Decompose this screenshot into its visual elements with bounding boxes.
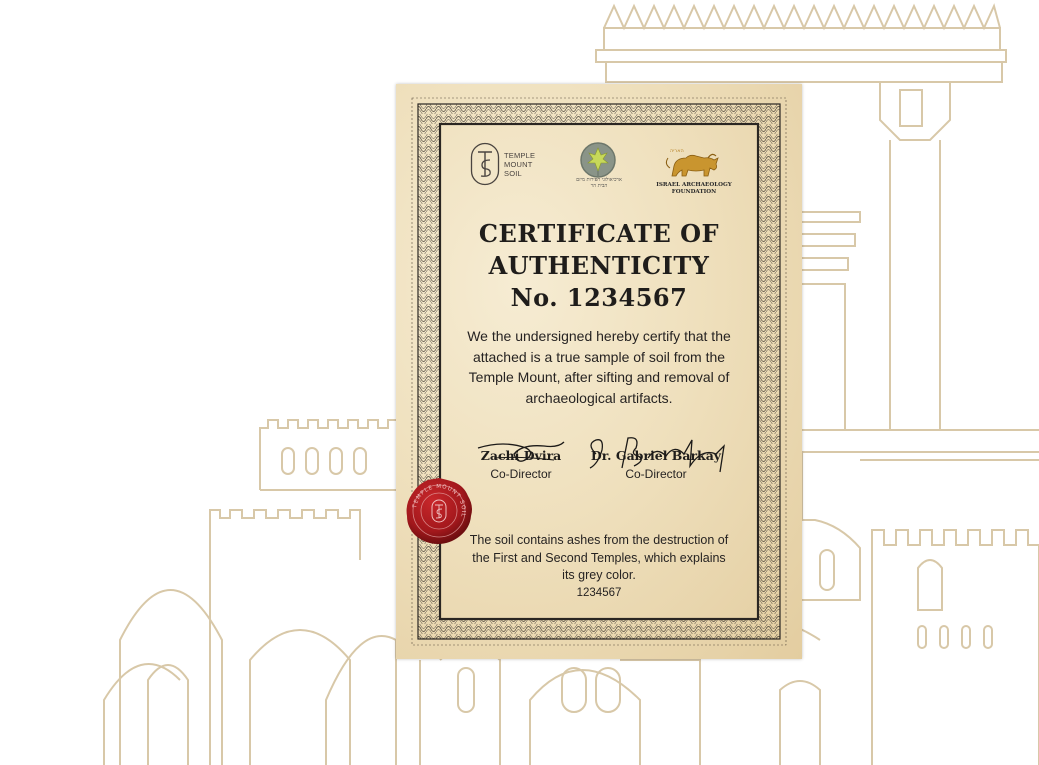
certificate-number: No. 1234567 bbox=[510, 283, 688, 312]
serial-number: 1234567 bbox=[576, 587, 622, 599]
signatory-role: Co-Director bbox=[490, 467, 552, 481]
title-line: CERTIFICATE OF bbox=[478, 219, 720, 248]
wax-seal-icon bbox=[404, 476, 474, 546]
tms-logo-line: MOUNT bbox=[504, 159, 533, 169]
iaf-hebrew-label: האריה bbox=[670, 148, 684, 154]
signatory-name: Zachi Dvira bbox=[480, 448, 562, 463]
signatory-name: Dr. Gabriel Barkay bbox=[590, 448, 722, 463]
tms-logo-line: TEMPLE bbox=[504, 150, 536, 160]
certificate bbox=[396, 84, 802, 659]
lion-icon bbox=[660, 146, 728, 182]
iaf-logo-line: FOUNDATION bbox=[671, 189, 717, 195]
certificate-title bbox=[436, 218, 762, 314]
signatory-role: Co-Director bbox=[625, 467, 687, 481]
title-line: AUTHENTICITY bbox=[488, 251, 710, 280]
signature-block-2 bbox=[576, 436, 736, 481]
iaf-logo-text bbox=[652, 182, 736, 196]
temple-mount-soil-logo bbox=[470, 142, 535, 186]
iaf-logo-line: ISRAEL ARCHAEOLOGY bbox=[656, 182, 732, 188]
seal-ring-text: TEMPLE MOUNT SOIL bbox=[412, 483, 467, 518]
signature-block-1 bbox=[466, 448, 576, 481]
site-logo-caption: ארכיאולוגי חפירות מיזם הבית הר bbox=[576, 177, 622, 189]
tms-logo-line: SOIL bbox=[504, 168, 522, 178]
soil-note: The soil contains ashes from the destruction of the First and Second Temples, which explains its grey color. bbox=[469, 533, 729, 583]
tms-monogram-icon bbox=[470, 142, 500, 186]
certification-statement: We the undersigned hereby certify that the attached is a true sample of soil from the Temple Mount, after sifting and removal of archaeological artifacts. bbox=[467, 328, 731, 406]
